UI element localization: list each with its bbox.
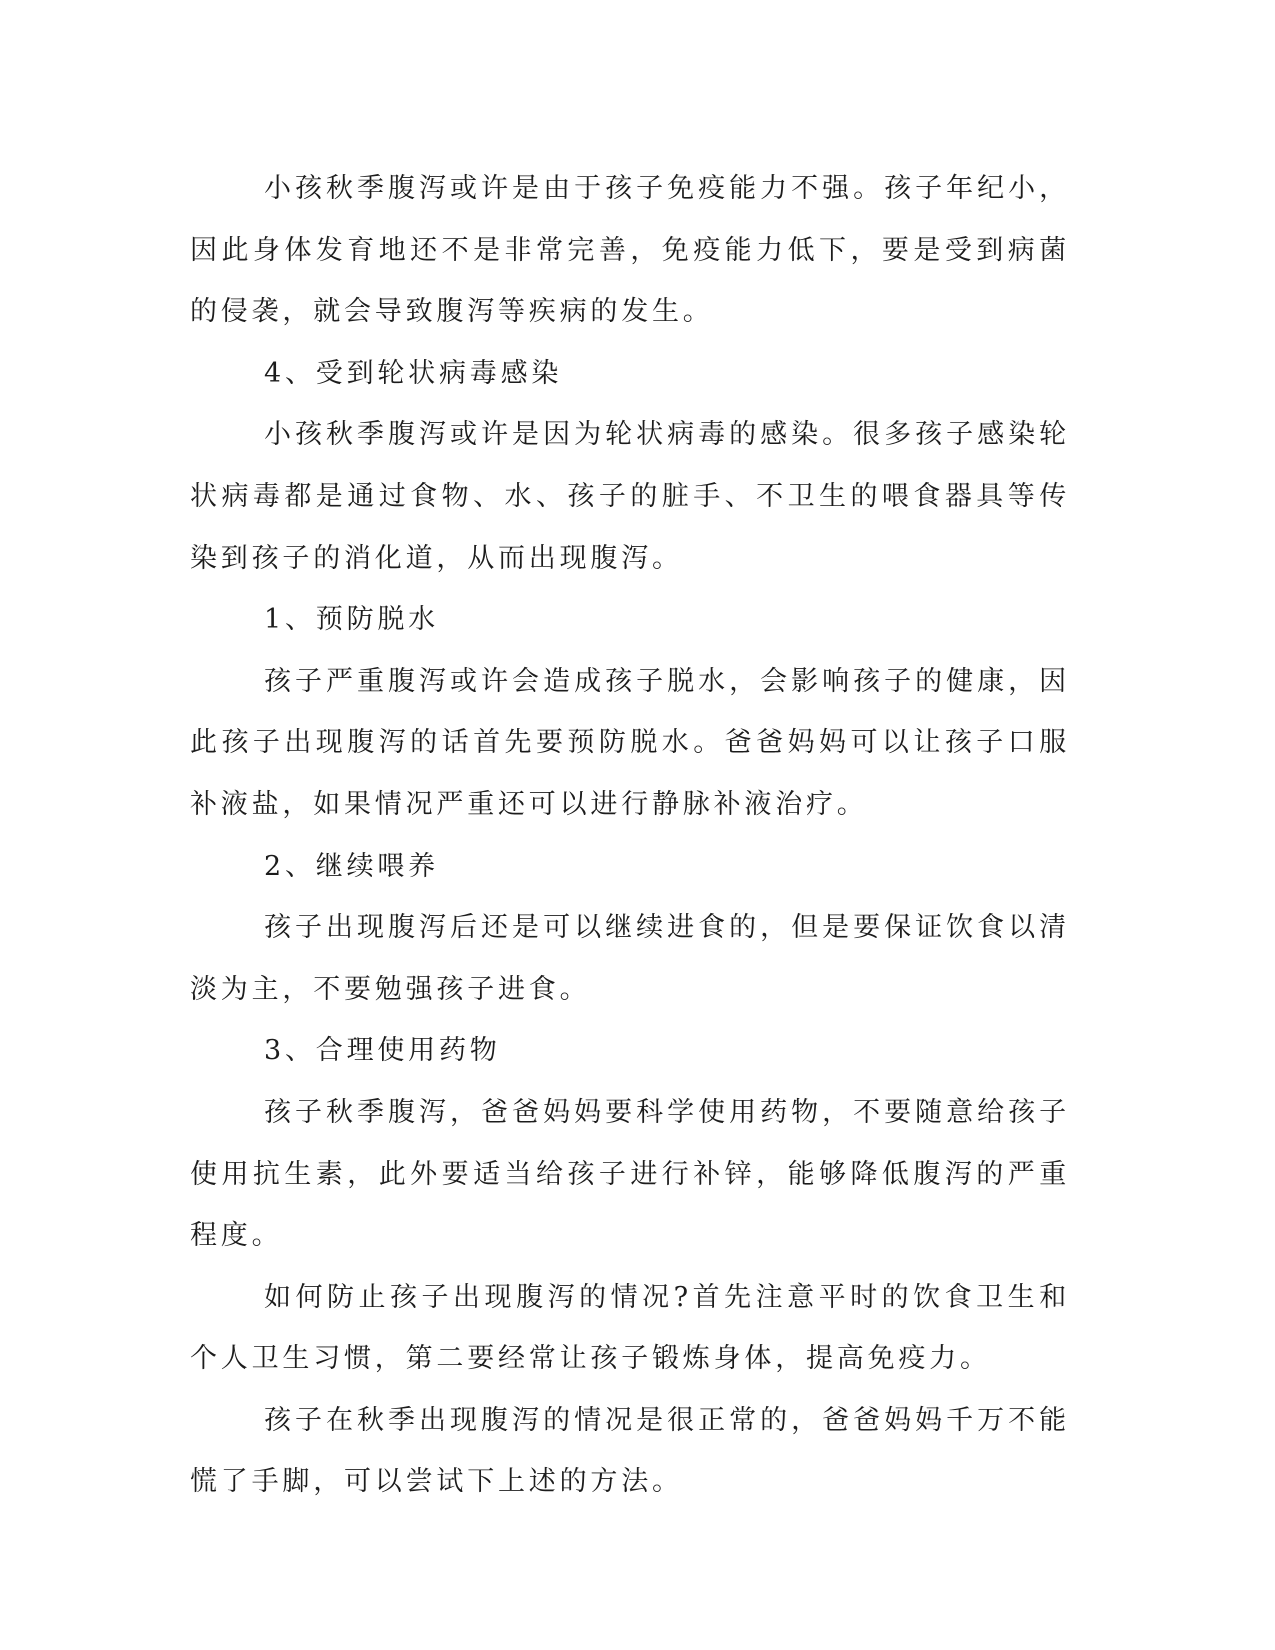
heading-continue-feeding: 2、继续喂养 (264, 850, 439, 882)
paragraph-prevention: 如何防止孩子出现腹泻的情况?首先注意平时的饮食卫生和个人卫生习惯，第二要经常让孩子锻炼身体，提高免疫力。 (190, 1281, 1070, 1375)
heading-rotavirus: 4、受到轮状病毒感染 (264, 357, 563, 389)
paragraph-medication: 孩子秋季腹泻，爸爸妈妈要科学使用药物，不要随意给孩子使用抗生素，此外要适当给孩子进行补锌，能够降低腹泻的严重程度。 (190, 1096, 1070, 1252)
paragraph-continue-feeding: 孩子出现腹泻后还是可以继续进食的，但是要保证饮食以清淡为主，不要勉强孩子进食。 (190, 912, 1070, 1005)
paragraph-prevent-dehydration: 孩子严重腹泻或许会造成孩子脱水，会影响孩子的健康，因此孩子出现腹泻的话首先要预防脱水。爸爸妈妈可以让孩子口服补液盐，如果情况严重还可以进行静脉补液治疗。 (190, 665, 1070, 820)
paragraph-rotavirus: 小孩秋季腹泻或许是因为轮状病毒的感染。很多孩子感染轮状病毒都是通过食物、水、孩子的脏手、不卫生的喂食器具等传染到孩子的消化道，从而出现腹泻。 (190, 419, 1070, 574)
heading-prevent-dehydration: 1、预防脱水 (264, 604, 439, 636)
paragraph-conclusion: 孩子在秋季出现腹泻的情况是很正常的，爸爸妈妈千万不能慌了手脚，可以尝试下上述的方法。 (190, 1404, 1070, 1498)
paragraph-immunity: 小孩秋季腹泻或许是由于孩子免疫能力不强。孩子年纪小，因此身体发育地还不是非常完善，免疫能力低下，要是受到病菌的侵袭，就会导致腹泻等疾病的发生。 (190, 173, 1070, 328)
heading-medication: 3、合理使用药物 (264, 1035, 501, 1067)
document-body (190, 158, 1070, 1513)
